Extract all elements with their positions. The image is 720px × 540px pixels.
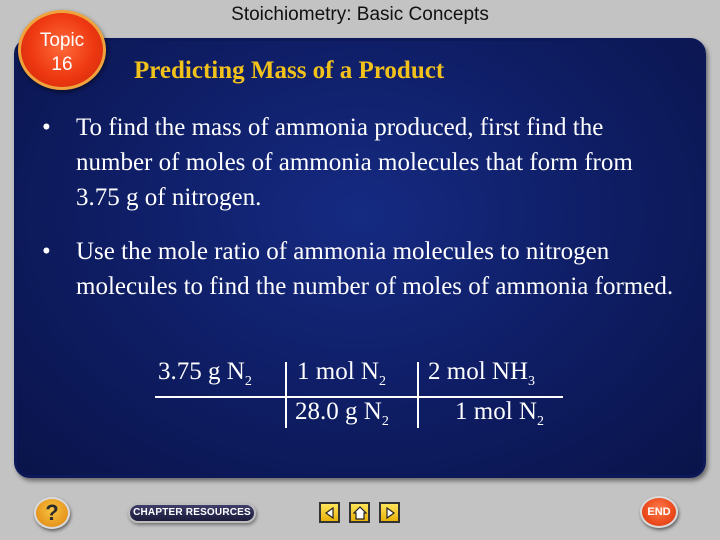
calc-cell-mol-n2-denominator: 1 mol $N_2$ [455, 398, 544, 429]
bullet-text: Use the mole ratio of ammonia molecules to nitrogen molecules to find the number of moles of ammonia formed. [76, 238, 674, 300]
slide-title: Predicting Mass of a Product [134, 57, 445, 84]
header-title: Stoichiometry: Basic Concepts [231, 4, 489, 25]
end-button[interactable]: END [640, 496, 678, 528]
chapter-resources-button[interactable]: CHAPTER RESOURCES [128, 503, 256, 523]
previous-button[interactable] [319, 502, 340, 523]
topic-number: 16 [51, 54, 73, 75]
bullet-marker: • [42, 114, 51, 141]
calc-cell-mol-nh3: 2 mol $NH_3$ [428, 358, 535, 389]
bullet-text: To find the mass of ammonia produced, first find the number of moles of ammonia molecules that form from 3.75 g of nitrogen. [76, 114, 633, 211]
calc-divider [417, 398, 419, 428]
topic-badge [18, 10, 106, 90]
calc-cell-mol-n2: 1 mol $N_2$ [297, 358, 386, 389]
calc-cell-mass-n2: 3.75 g $N_2$ [158, 358, 252, 389]
topic-label: Topic [39, 30, 85, 51]
next-arrow-icon [384, 507, 396, 519]
calc-divider [417, 362, 419, 396]
home-icon [353, 506, 367, 520]
next-button[interactable] [379, 502, 400, 523]
calc-divider [285, 362, 287, 396]
calc-divider [285, 398, 287, 428]
home-button[interactable] [349, 502, 370, 523]
prev-arrow-icon [324, 507, 336, 519]
bullet-marker: • [42, 238, 51, 265]
calc-cell-molar-mass-n2: 28.0 g $N_2$ [295, 398, 389, 429]
help-button[interactable] [34, 497, 70, 529]
help-icon: ? [45, 500, 59, 525]
